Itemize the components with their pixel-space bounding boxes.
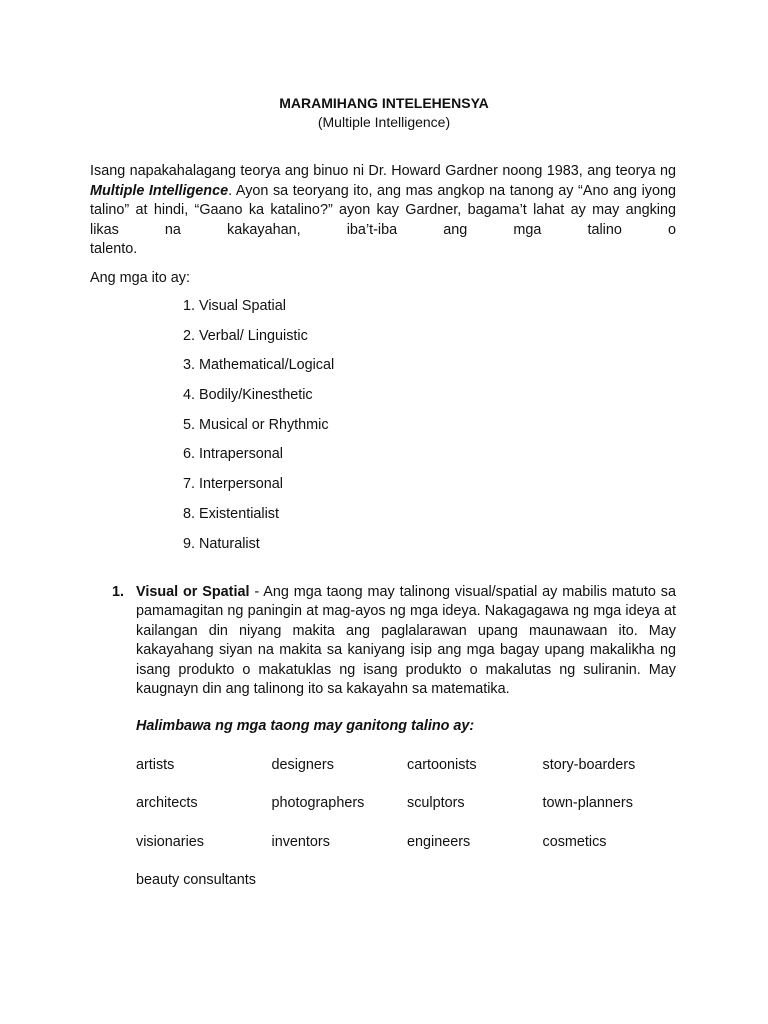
list-item: 4. Bodily/Kinesthetic <box>183 387 313 404</box>
example-item: sculptors <box>407 795 465 812</box>
example-item: cartoonists <box>407 757 477 773</box>
intro-last-line: talento. <box>90 241 138 257</box>
document-subtitle: (Multiple Intelligence) <box>317 114 451 130</box>
examples-row <box>136 756 696 794</box>
list-intro: Ang mga ito ay: <box>90 270 190 286</box>
list-item: 1. Visual Spatial <box>183 298 286 314</box>
examples-row <box>136 833 696 871</box>
example-item: beauty consultants <box>136 871 257 888</box>
section-paragraph <box>136 583 676 699</box>
examples-grid <box>136 756 696 909</box>
example-item: architects <box>136 795 198 812</box>
intelligence-list <box>183 297 334 564</box>
section-heading: Visual or Spatial <box>136 584 250 600</box>
list-item: 5. Musical or Rhythmic <box>183 416 329 433</box>
section-number: 1. <box>112 584 125 600</box>
example-item: story-boarders <box>542 757 636 773</box>
example-item: artists <box>136 757 175 773</box>
example-item: cosmetics <box>542 833 607 850</box>
example-item: designers <box>271 757 334 773</box>
list-item: 3. Mathematical/Logical <box>183 357 335 374</box>
list-item: 2. Verbal/ Linguistic <box>183 327 308 344</box>
example-item: engineers <box>407 833 471 850</box>
section-body-text: - Ang mga taong may talinong visual/spatial ay mabilis matuto sa pamamagitan ng paningin at mag-ayos ng mga ideya. Nakagagawa ng mga ideya at kailangan din niyang makita ang paglalarawan upang maunawaan ito. May kakayahang siyan na makita sa kaniyang isip ang mga bagay upang makalikha ng isang produkto o makatuklas ng isang produkto o makalutas ng suliranin. May kaugnayn din ang talinong ito sa kakayahn sa matematika. <box>136 584 676 698</box>
intro-bold-term: Multiple Intelligence <box>90 182 229 199</box>
examples-heading: Halimbawa ng mga taong may ganitong talino ay: <box>136 718 475 734</box>
example-item: photographers <box>271 795 365 812</box>
document-title: MARAMIHANG INTELEHENSYA <box>279 95 489 111</box>
examples-row <box>136 794 696 832</box>
intro-text-rest: . Ayon sa teoryang ito, ang mas angkop na tanong ay “Ano ang iyong talino” at hindi, “Gaano ka katalino?” ayon kay Gardner, bagama’t lahat ay may angking likas na kakayahan, iba’t-iba ang mga talino o <box>90 182 676 238</box>
intro-paragraph <box>90 162 676 240</box>
list-item: 7. Interpersonal <box>183 476 283 493</box>
example-item: visionaries <box>136 833 204 850</box>
example-item: town-planners <box>542 795 633 812</box>
list-item: 8. Existentialist <box>183 505 279 522</box>
list-item: 9. Naturalist <box>183 535 260 552</box>
examples-row <box>136 871 696 909</box>
intro-text-start: Isang napakahalagang teorya ang binuo ni Dr. Howard Gardner noong 1983, ang teorya ng <box>90 163 676 179</box>
example-item: inventors <box>271 833 330 850</box>
list-item: 6. Intrapersonal <box>183 446 283 463</box>
